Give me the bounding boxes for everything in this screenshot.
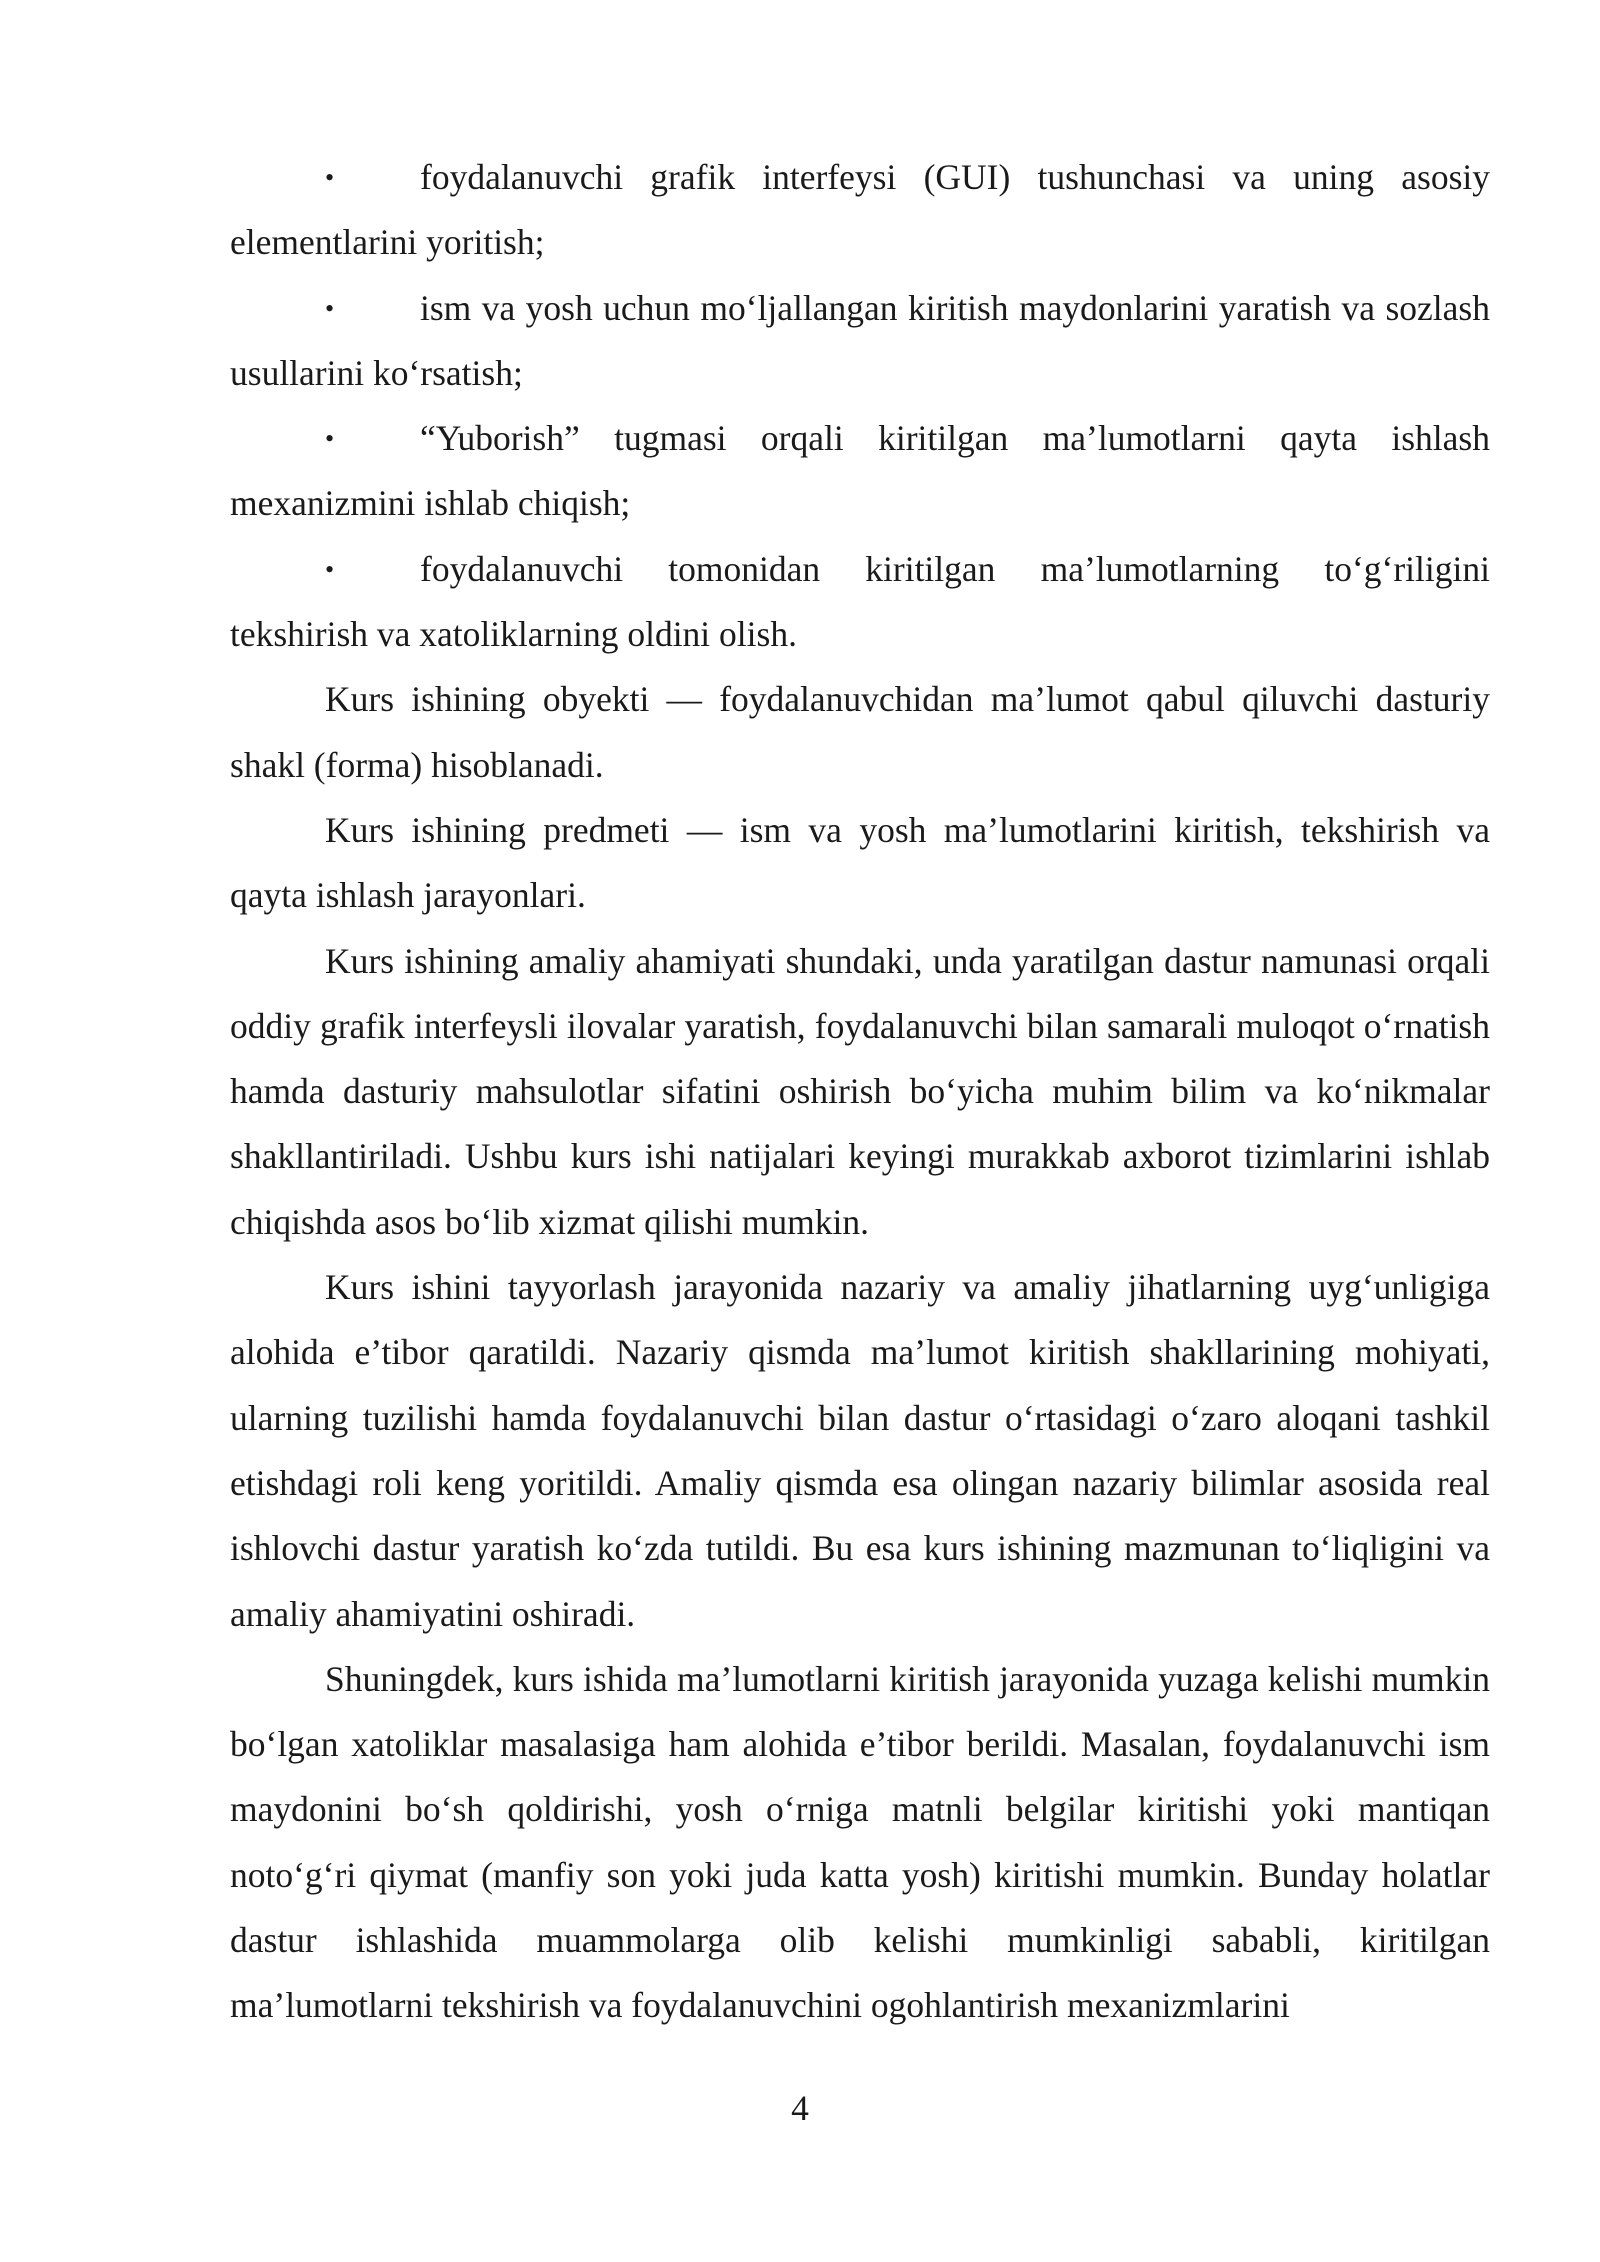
paragraph-theory-practice: Kurs ishini tayyorlash jarayonida nazariy va amaliy jihatlarning uyg‘unligiga alohida e’tibor qaratildi. Nazariy qismda ma’lumot kiritish shakllarining mohiyati, ularning tuzilishi hamda foydalanuvchi bilan dastur o‘rtasidagi o‘zaro aloqani tashkil etishdagi roli keng yoritildi. Amaliy qismda esa olingan nazariy bilimlar asosida real ishlovchi dastur yaratish ko‘zda tutildi. Bu esa kurs ishining mazmunan to‘liqligini va amaliy ahamiyatini oshiradi. bbox=[230, 1267, 1490, 1634]
bullet-item bbox=[230, 276, 1490, 407]
bullet-icon: • bbox=[325, 424, 335, 454]
paragraph-object: Kurs ishining obyekti — foydalanuvchidan ma’lumot qabul qiluvchi dasturiy shakl (forma) hisoblanadi. bbox=[230, 679, 1490, 785]
bullet-item bbox=[230, 537, 1490, 668]
paragraph-subject: Kurs ishining predmeti — ism va yosh ma’lumotlarini kiritish, tekshirish va qayta ishlash jarayonlari. bbox=[230, 809, 1490, 916]
paragraph-errors: Shuningdek, kurs ishida ma’lumotlarni kiritish jarayonida yuzaga kelishi mumkin bo‘lgan xatoliklar masalasiga ham alohida e’tibor berildi. Masalan, foydalanuvchi ism maydonini bo‘sh qoldirishi, yosh o‘rniga matnli belgilar kiritishi yoki mantiqan noto‘g‘ri qiymat (manfiy son yoki juda katta yosh) kiritishi mumkin. Bunday holatlar dastur ishlashida muammolarga olib kelishi mumkinligi sababli, kiritilgan ma’lumotlarni tekshirish va foydalanuvchini ogohlantirish mexanizmlarini bbox=[230, 1658, 1490, 2026]
bullet-item bbox=[230, 145, 1490, 276]
bullet-icon: • bbox=[325, 554, 335, 584]
bullet-icon: • bbox=[325, 293, 335, 323]
bullet-text: ism va yosh uchun mo‘ljallangan kiritish maydonlarini yaratish va sozlash usullarini ko‘rsatish; bbox=[230, 287, 1490, 393]
bullet-text: foydalanuvchi tomonidan kiritilgan ma’lumotlarning to‘g‘riligini tekshirish va xatoliklarning oldini olish. bbox=[230, 548, 1490, 655]
bullet-text: “Yuborish” tugmasi orqali kiritilgan ma’lumotlarni qayta ishlash mexanizmini ishlab chiqish; bbox=[230, 418, 1490, 524]
bullet-icon: • bbox=[325, 163, 335, 192]
bullet-item bbox=[230, 406, 1490, 537]
page-body bbox=[230, 145, 1490, 2039]
bullet-text: foydalanuvchi grafik interfeysi (GUI) tushunchasi va uning asosiy elementlarini yoritish; bbox=[230, 157, 1490, 263]
paragraph-practical-significance: Kurs ishining amaliy ahamiyati shundaki, unda yaratilgan dastur namunasi orqali oddiy grafik interfeysli ilovalar yaratish, foydalanuvchi bilan samarali muloqot o‘rnatish hamda dasturiy mahsulotlar sifatini oshirish bo‘yicha muhim bilim va ko‘nikmalar shakllantiriladi. Ushbu kurs ishi natijalari keyingi murakkab axborot tizimlarini ishlab chiqishda asos bo‘lib xizmat qilishi mumkin. bbox=[230, 940, 1490, 1242]
page-number: 4 bbox=[791, 2088, 809, 2128]
